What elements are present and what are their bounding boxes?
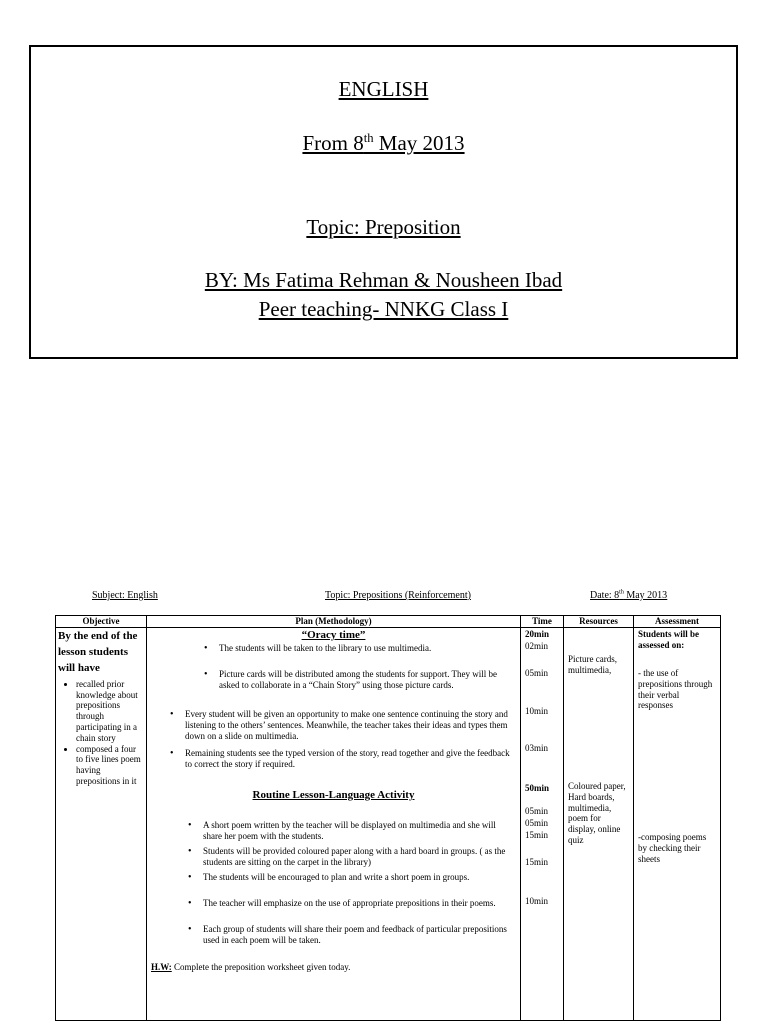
cover-topic: Topic: Preposition [306, 215, 461, 239]
time-value: 02min [525, 641, 549, 651]
list-item: • Remaining students see the typed version of the story, read together and give the feedback to correct the story if required. [185, 748, 512, 770]
list-item: • recalled prior knowledge about prepositions through participating in a chain story [76, 679, 144, 744]
subject-title: ENGLISH [338, 77, 429, 101]
column-header: Assessment [634, 616, 721, 628]
time-value: 15min [525, 857, 549, 867]
header-topic: Topic: Prepositions (Reinforcement) [325, 590, 471, 601]
list-item: • composed a four to five lines poem having prepositions in it [76, 744, 144, 787]
time-value: 20min [525, 629, 550, 639]
title-box [29, 45, 738, 359]
resources-cell [564, 628, 634, 1021]
time-value: 50min [525, 783, 550, 793]
assessment-cell [634, 628, 721, 1021]
header-subject: Subject: English [92, 590, 158, 601]
time-value: 03min [525, 743, 549, 753]
cover-date: From 8th May 2013 [302, 131, 465, 155]
list-item: • Students will be provided coloured paper along with a hard board in groups. ( as the students are sitting on the carpet in the library) [203, 846, 514, 868]
time-value: 10min [525, 706, 549, 716]
resources-oracy: Picture cards, multimedia, [568, 654, 617, 675]
routine-title: Routine Lesson-Language Activity [252, 789, 415, 801]
list-item: • Each group of students will share their poem and feedback of particular prepositions used in each poem will be taken. [203, 924, 514, 946]
time-value: 05min [525, 806, 549, 816]
list-item: • The teacher will emphasize on the use of appropriate prepositions in their poems. [203, 898, 514, 909]
assessment-heading: Students will be assessed on: [638, 629, 700, 650]
time-cell [521, 628, 564, 1021]
assessment-poems: -composing poems by checking their sheets [638, 832, 707, 864]
list-item: • A short poem written by the teacher will be displayed on multimedia and she will share her poem with the students. [203, 820, 514, 842]
column-header: Plan (Methodology) [147, 616, 521, 628]
homework-note: H.W: Complete the preposition worksheet given today. [151, 962, 351, 972]
time-value: 05min [525, 668, 549, 678]
time-value: 10min [525, 896, 549, 906]
table-header-row [56, 616, 721, 628]
list-item: • The students will be taken to the library to use multimedia. [219, 643, 514, 654]
time-value: 15min [525, 830, 549, 840]
header-date: Date: 8th May 2013 [590, 589, 668, 601]
list-item: • The students will be encouraged to plan and write a short poem in groups. [203, 872, 514, 883]
time-value: 05min [525, 818, 549, 828]
cover-authors: BY: Ms Fatima Rehman & Nousheen Ibad [204, 268, 563, 292]
oracy-title: “Oracy time” [301, 629, 366, 641]
objective-list [58, 679, 144, 787]
lesson-plan-table [55, 615, 721, 1021]
assessment-verbal: - the use of prepositions through their verbal responses [638, 668, 713, 711]
list-item: • Every student will be given an opportunity to make one sentence continuing the story and listening to the others’ sentences. Meanwhile, the teacher takes their ideas and types them down on a slide on multimedia. [185, 709, 514, 741]
table-row [56, 628, 721, 1021]
list-item: • Picture cards will be distributed among the students for support. They will be asked to collaborate in a “Chain Story” using those picture cards. [219, 669, 498, 691]
objective-heading: By the end of the lesson students will have [58, 630, 138, 674]
plan-cell [147, 628, 521, 1021]
resources-routine: Coloured paper, Hard boards, multimedia, poem for display, online quiz [568, 781, 626, 845]
objective-cell [56, 628, 147, 1021]
column-header: Objective [56, 616, 147, 628]
column-header: Time [521, 616, 564, 628]
column-header: Resources [564, 616, 634, 628]
cover-class: Peer teaching- NNKG Class I [258, 297, 509, 321]
